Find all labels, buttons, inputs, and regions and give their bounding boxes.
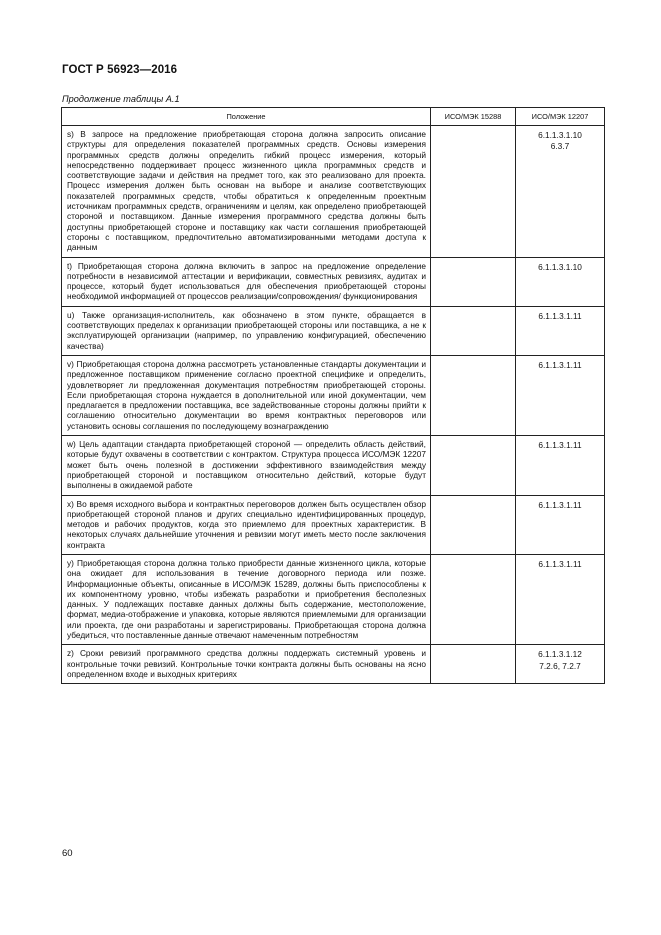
provision-text: s) В запросе на предложение приобретающая сторона должна запросить описание структуры для определения показателей программных средств. Основы измерения программных средств должны определить гибкий процесс измерения, который непосредственно поддерживает процесс жизненного цикла программных средств и соответствующие задачи и действия на предмет того, как это реализовано для проекта. Процесс измерения должен быть основан на выборе и анализе соответствующих показателей программных средств, чтобы обратиться к определенным проектным источникам программных средств, ограничениям и целям, как определено приобретающей стороной и поставщиком. Данные измерения программного средства должны быть доступны приобретающей стороне и поставщику как части соглашения приобретающей стороны с поставщиком, предпочтительно автоматизированными методами доступа к данным (62, 126, 431, 258)
iso-12207-ref-line: 6.1.1.3.1.11 (538, 310, 582, 321)
iso-15288-ref (431, 645, 516, 684)
document-code: ГОСТ Р 56923—2016 (62, 64, 178, 76)
provision-text: w) Цель адаптации стандарта приобретающей стороной — определить область действий, которые будут охвачены в соответствии с контрактом. Структура процесса ИСО/МЭК 12207 может быть очень полезной в достижении эффективного взаимодействия между приобретающей стороной и поставщиком относительно действий, которые будут выполнены в ожидаемой работе (62, 436, 431, 495)
iso-12207-ref-line: 6.1.1.3.1.11 (538, 499, 582, 510)
provision-text: u) Также организация-исполнитель, как обозначено в этом пункте, обращается в соответствующих пределах к организации приобретающей стороны или поставщика, а не к эксплуатирующей организации (например, по управлению конфигурацией, обеспечению качества) (62, 306, 431, 355)
iso-15288-ref (431, 257, 516, 306)
table-row (62, 126, 605, 258)
iso-12207-ref-line: 6.1.1.3.1.12 (538, 649, 582, 660)
header-iso-15288: ИСО/МЭК 15288 (431, 108, 516, 126)
iso-12207-ref-line: 6.1.1.3.1.10 (538, 261, 582, 272)
iso-12207-ref (516, 645, 605, 684)
iso-15288-ref (431, 495, 516, 554)
iso-12207-ref (516, 126, 605, 258)
iso-12207-ref-line: 7.2.6, 7.2.7 (539, 660, 581, 671)
iso-15288-ref (431, 126, 516, 258)
iso-12207-ref-line: 6.1.1.3.1.11 (538, 558, 582, 569)
provision-text: t) Приобретающая сторона должна включить в запрос на предложение определение потребности в независимой аттестации и верификации, совместных ревизиях, аудитах и процессе, который будет использоваться для обеспечения приобретающей стороны необходимой информацией от процессов реализации/сопровождения/ функционирования (62, 257, 431, 306)
provision-text: z) Сроки ревизий программного средства должны поддержать системный уровень и контрольные точки ревизий. Контрольные точки контракта должны быть основаны на ясно определенном входе и выходных критериях (62, 645, 431, 684)
provision-text: v) Приобретающая сторона должна рассмотреть установленные стандарты документации и предложенное поставщиком применение согласно проектной специфике и определить, удовлетворяет ли предложенная документация потребностям приобретающей стороны. Если приобретающая сторона нуждается в дополнительной или иной документации, чем предлагается в предложении поставщика, все задействованные стороны должны прийти к соглашению относительно документации во время контрактных переговоров или установить основы соглашения по последующему вознаграждению (62, 355, 431, 435)
iso-12207-ref (516, 257, 605, 306)
table-row (62, 436, 605, 495)
iso-15288-ref (431, 554, 516, 644)
provision-text: x) Во время исходного выбора и контрактных переговоров должен быть осуществлен обзор приобретающей стороной планов и других специально идентифицированных процедур, методов и рабочих продуктов, когда это приемлемо для проектных характеристик. В некоторых случаях дальнейшие уточнения и ревизии могут иметь место после заключения контракта (62, 495, 431, 554)
page-number: 60 (62, 848, 73, 859)
table-caption: Продолжение таблицы А.1 (62, 94, 180, 104)
table-row (62, 257, 605, 306)
iso-12207-ref (516, 436, 605, 495)
table-row (62, 495, 605, 554)
iso-12207-ref-line: 6.1.1.3.1.11 (538, 440, 582, 451)
iso-12207-ref-line: 6.1.1.3.1.11 (538, 359, 582, 370)
table-row (62, 645, 605, 684)
table-header-row (62, 108, 605, 126)
iso-12207-ref (516, 355, 605, 435)
table-row (62, 355, 605, 435)
iso-12207-ref (516, 495, 605, 554)
table-row (62, 306, 605, 355)
iso-15288-ref (431, 355, 516, 435)
header-provision: Положение (62, 108, 431, 126)
provision-text: y) Приобретающая сторона должна только приобрести данные жизненного цикла, которые она ожидает для использования в течение договорного периода или позже. Информационные объекты, описанные в ИСО/МЭК 15289, должны быть приспособлены к их компонентному уровню, чтобы избежать разработки и приобретения бесполезных данных. У подлежащих поставке данных должны быть содержание, местоположение, формат, медиа-отображение и упаковка, которые являются приемлемыми для организации или проекта, где они разработаны и зарегистрированы. Приобретающая сторона должна убедиться, что поставленные данные отвечают намеченным потребностям (62, 554, 431, 644)
table-row (62, 554, 605, 644)
iso-12207-ref-line: 6.1.1.3.1.10 (538, 130, 582, 140)
iso-12207-ref-line: 6.3.7 (550, 141, 570, 152)
iso-12207-ref (516, 554, 605, 644)
iso-15288-ref (431, 306, 516, 355)
requirements-table (61, 107, 605, 684)
iso-15288-ref (431, 436, 516, 495)
iso-12207-ref (516, 306, 605, 355)
header-iso-12207: ИСО/МЭК 12207 (516, 108, 605, 126)
